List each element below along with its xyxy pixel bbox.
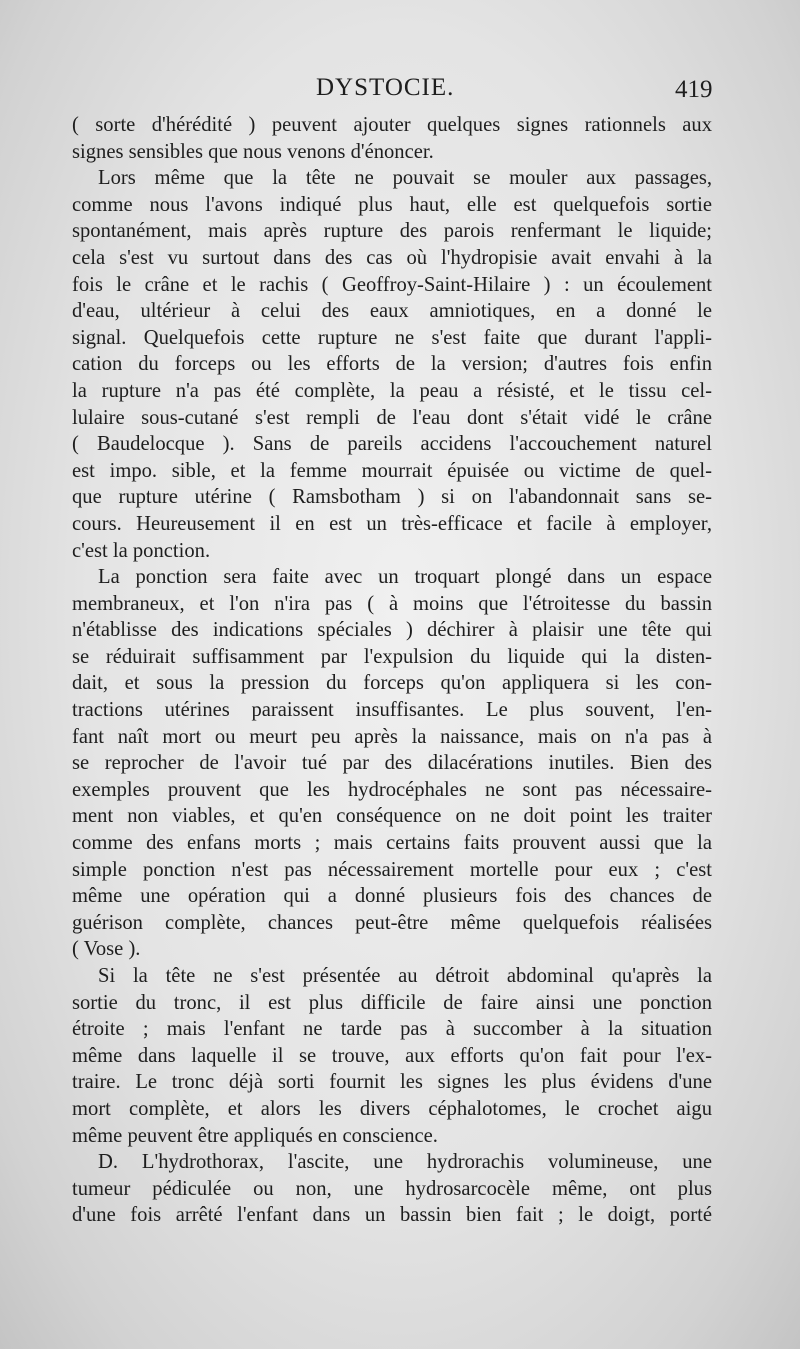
text-line: sortie du tronc, il est plus difficile de faire ainsi une ponction	[72, 991, 712, 1014]
text-line: tumeur pédiculée ou non, une hydrosarcocèle même, ont plus	[72, 1177, 712, 1200]
text-line: que rupture utérine ( Ramsbotham ) si on l'abandonnait sans se-	[72, 486, 712, 509]
text-line: même une opération qui a donné plusieurs fois des chances de	[72, 885, 712, 908]
text-line: traire. Le tronc déjà sorti fournit les signes les plus évidens d'une	[72, 1071, 712, 1094]
text-line: d'eau, ultérieur à celui des eaux amniotiques, en a donné le	[72, 300, 712, 323]
text-line: comme des enfans morts ; mais certains faits prouvent aussi que la	[72, 832, 712, 855]
text-line: ( Vose ).	[72, 938, 141, 961]
text-line: fant naît mort ou meurt peu après la naissance, mais on n'a pas à	[72, 725, 712, 748]
running-title: DYSTOCIE.	[316, 74, 455, 101]
text-line: la rupture n'a pas été complète, la peau a résisté, et le tissu cel-	[72, 379, 712, 402]
text-line: c'est la ponction.	[72, 539, 211, 562]
text-line: cours. Heureusement il en est un très-efficace et facile à employer,	[72, 512, 712, 535]
text-line: cela s'est vu surtout dans des cas où l'hydropisie avait envahi à la	[72, 246, 712, 269]
text-line: mort complète, et alors les divers céphalotomes, le crochet aigu	[72, 1097, 712, 1120]
text-line: lulaire sous-cutané s'est rempli de l'eau dont s'était vidé le crâne	[72, 406, 712, 429]
running-head	[0, 74, 800, 108]
text-line: se réduirait suffisamment par l'expulsion du liquide qui la disten-	[72, 645, 712, 668]
text-line: ( sorte d'hérédité ) peuvent ajouter quelques signes rationnels aux	[72, 114, 712, 136]
body-text	[72, 112, 712, 1229]
text-line: même peuvent être appliqués en conscience.	[72, 1124, 438, 1147]
text-line: cation du forceps ou les efforts de la version; d'autres fois enfin	[72, 353, 712, 376]
text-line: tractions utérines paraissent insuffisantes. Le plus souvent, l'en-	[72, 699, 712, 722]
text-line: étroite ; mais l'enfant ne tarde pas à succomber à la situation	[72, 1018, 712, 1041]
text-line: se reprocher de l'avoir tué par des dilacérations inutiles. Bien des	[72, 752, 712, 775]
text-line: signes sensibles que nous venons d'énoncer.	[72, 140, 434, 163]
text-line: comme nous l'avons indiqué plus haut, elle est quelquefois sortie	[72, 193, 712, 216]
paragraph-start-line: Si la tête ne s'est présentée au détroit abdominal qu'après la	[98, 965, 712, 987]
paragraph-start-line: Lors même que la tête ne pouvait se mouler aux passages,	[98, 167, 712, 190]
text-line: simple ponction n'est pas nécessairement mortelle pour eux ; c'est	[72, 858, 712, 881]
text-line: exemples prouvent que les hydrocéphales ne sont pas nécessaire-	[72, 778, 712, 801]
text-line: membraneux, et l'on n'ira pas ( à moins que l'étroitesse du bassin	[72, 592, 712, 615]
text-line: fois le crâne et le rachis ( Geoffroy-Saint-Hilaire ) : un écoulement	[72, 273, 712, 296]
text-line: signal. Quelquefois cette rupture ne s'est faite que durant l'appli-	[72, 326, 712, 349]
text-line: dait, et sous la pression du forceps qu'on appliquera si les con-	[72, 672, 712, 695]
text-line: d'une fois arrêté l'enfant dans un bassin bien fait ; le doigt, porté	[72, 1204, 712, 1227]
text-line: spontanément, mais après rupture des parois renfermant le liquide;	[72, 220, 712, 243]
page-number: 419	[675, 76, 713, 103]
text-line: guérison complète, chances peut-être même quelquefois réalisées	[72, 911, 712, 934]
text-line: ( Baudelocque ). Sans de pareils accidens l'accouchement naturel	[72, 433, 712, 456]
text-line: ment non viables, et qu'en conséquence on ne doit point les traiter	[72, 805, 712, 828]
paragraph-start-line: La ponction sera faite avec un troquart plongé dans un espace	[98, 566, 712, 589]
text-line: est impo. sible, et la femme mourrait épuisée ou victime de quel-	[72, 459, 712, 482]
paragraph-start-line: D. L'hydrothorax, l'ascite, une hydrorachis volumineuse, une	[98, 1151, 712, 1174]
text-line: n'établisse des indications spéciales ) déchirer à plaisir une tête qui	[72, 619, 712, 642]
text-line: même dans laquelle il se trouve, aux efforts qu'on fait pour l'ex-	[72, 1044, 712, 1067]
